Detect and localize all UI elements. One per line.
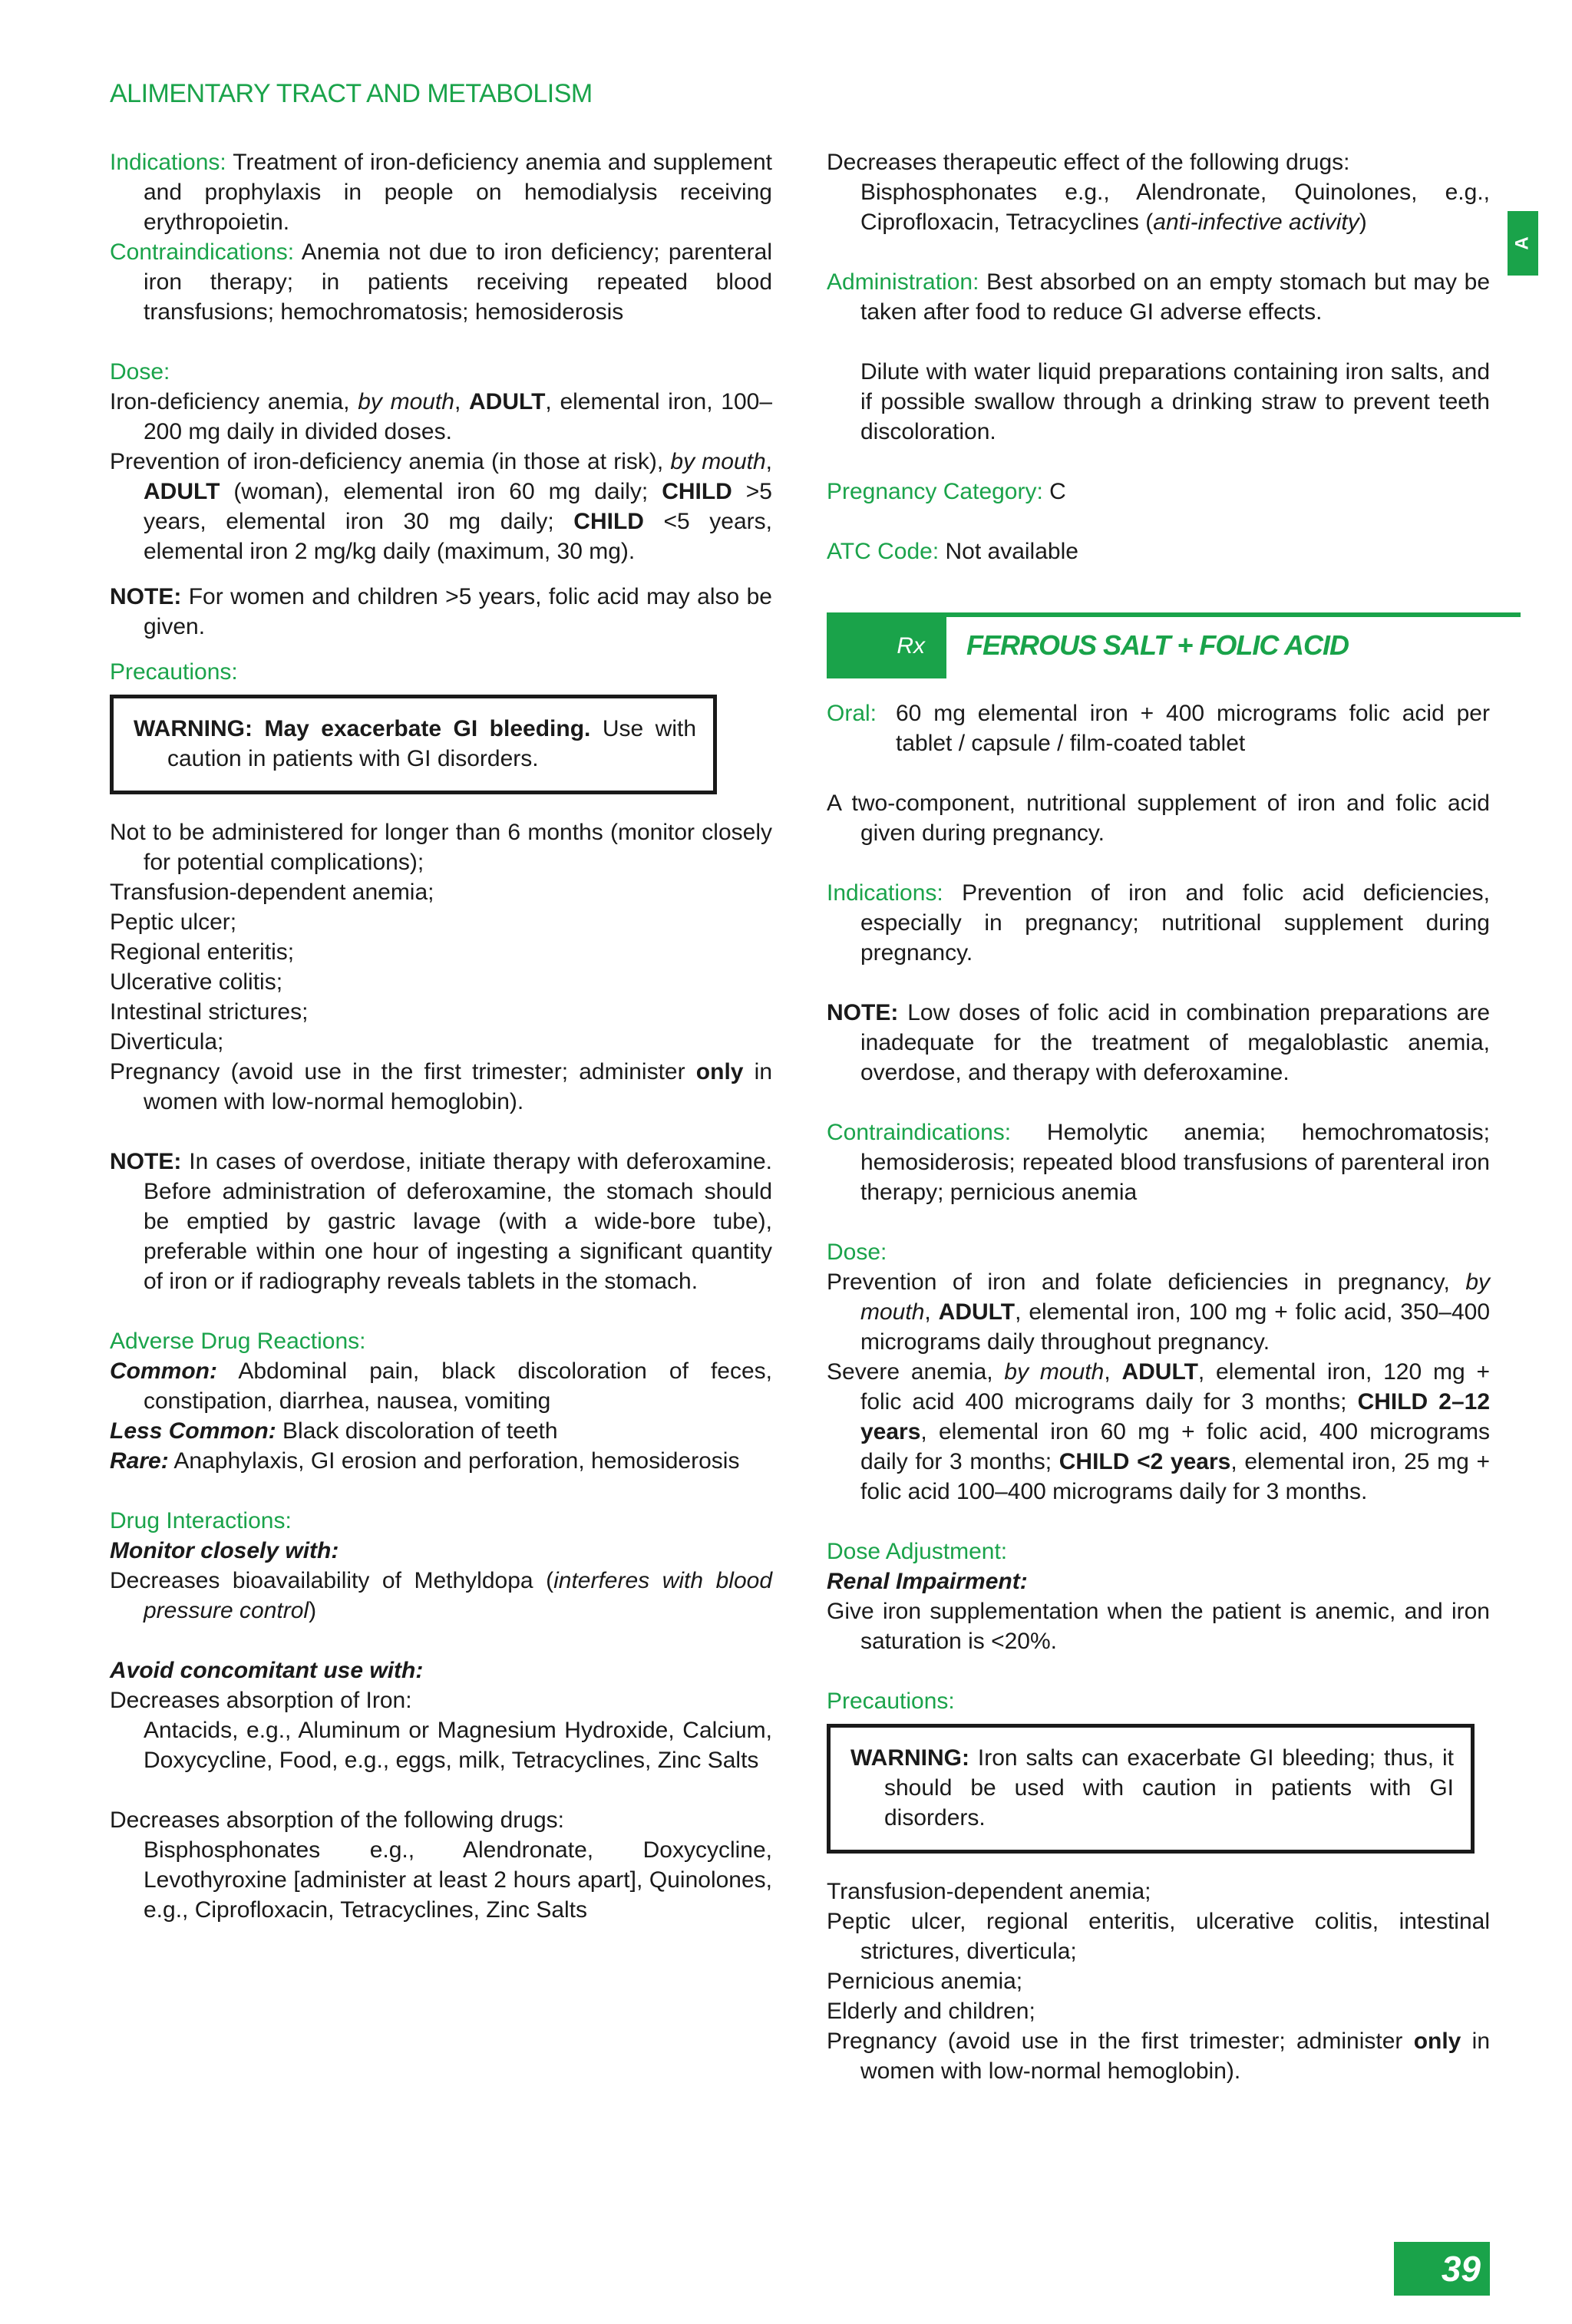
dose-text: Prevention of iron-deficiency anemia (in those at risk), bbox=[110, 449, 671, 474]
administration-paragraph bbox=[827, 267, 1490, 327]
warning-body: Use with caution in patients with GI disorders. bbox=[167, 716, 696, 771]
dose-text: , elemental iron 60 mg + folic acid, 400 micrograms daily for 3 months; bbox=[860, 1419, 1490, 1474]
dose-text: >5 years, elemental iron 30 mg daily; bbox=[144, 479, 772, 534]
precaution-item: Diverticula; bbox=[110, 1029, 224, 1055]
administration-text: Best absorbed on an empty stomach but may be taken after food to reduce GI adverse effects. bbox=[860, 269, 1490, 325]
precaution-item: Not to be administered for longer than 6 months (monitor closely for potential complications); bbox=[110, 820, 772, 875]
interaction-text: Decreases bioavailability of Methyldopa ( bbox=[110, 1568, 554, 1593]
precaution-item: Ulcerative colitis; bbox=[110, 969, 283, 995]
atc-code bbox=[827, 536, 1490, 566]
dose-text: , bbox=[924, 1299, 939, 1325]
precaution-item: Peptic ulcer; bbox=[110, 909, 237, 935]
interaction-text: ) bbox=[309, 1598, 317, 1623]
pregnancy-text: in women with low-normal hemoglobin). bbox=[860, 2029, 1491, 2084]
renal-impairment-heading: Renal Impairment: bbox=[827, 1569, 1028, 1594]
dose-text: , elemental iron, 100–200 mg daily in divided doses. bbox=[144, 389, 773, 444]
route-text: by mouth bbox=[860, 1269, 1490, 1325]
contraindications-label: Contraindications: bbox=[110, 239, 295, 265]
precaution-item: Transfusion-dependent anemia; bbox=[110, 880, 434, 905]
warning-text bbox=[850, 1743, 1454, 1833]
precaution-item: Intestinal strictures; bbox=[110, 999, 309, 1025]
warning-label: WARNING: May exacerbate GI bleeding. bbox=[134, 716, 591, 741]
warning-label: WARNING: bbox=[850, 1745, 969, 1771]
drug-title-band bbox=[827, 612, 1490, 678]
precaution-pregnancy bbox=[110, 1057, 772, 1117]
adr-rare-label: Rare: bbox=[110, 1448, 169, 1474]
dose-adjustment-heading: Dose Adjustment: bbox=[827, 1539, 1008, 1564]
emphasis-only: only bbox=[695, 1059, 744, 1084]
drug-interactions-heading: Drug Interactions: bbox=[110, 1508, 292, 1533]
age-group-label: CHILD bbox=[662, 479, 732, 504]
precaution-item: Pernicious anemia; bbox=[827, 1969, 1023, 1994]
administration-label: Administration: bbox=[827, 269, 979, 295]
note-folic-acid-dose bbox=[827, 998, 1490, 1088]
warning-box bbox=[827, 1724, 1475, 1854]
methyldopa-interaction bbox=[110, 1566, 772, 1626]
precautions-heading: Precautions: bbox=[110, 659, 238, 685]
dose-severe-anemia bbox=[827, 1357, 1490, 1507]
dose-prevention bbox=[827, 1267, 1490, 1357]
drug-list-text: Bisphosphonates e.g., Alendronate, Quinolones, e.g., Ciprofloxacin, Tetracyclines ( bbox=[860, 180, 1490, 235]
warning-text bbox=[134, 714, 696, 774]
precaution-item: Transfusion-dependent anemia; bbox=[827, 1879, 1151, 1904]
precaution-item: Peptic ulcer, regional enteritis, ulcerative colitis, intestinal strictures, diverticula; bbox=[827, 1909, 1490, 1964]
renal-impairment-text: Give iron supplementation when the patient is anemic, and iron saturation is <20%. bbox=[827, 1599, 1490, 1654]
adr-rare bbox=[110, 1446, 772, 1476]
adr-less-label: Less Common: bbox=[110, 1418, 276, 1444]
contraindications-text: Hemolytic anemia; hemochromatosis; hemosiderosis; repeated blood transfusions of parenteral iron therapy; pernicious anemia bbox=[860, 1120, 1490, 1205]
age-group-label: ADULT bbox=[1121, 1359, 1198, 1385]
indications-paragraph bbox=[827, 878, 1490, 968]
administration-dilute: Dilute with water liquid preparations containing iron salts, and if possible swallow through a drinking straw to prevent teeth discoloration. bbox=[860, 359, 1490, 444]
dose-text: , elemental iron, 120 mg + folic acid 400 micrograms daily for 3 months; bbox=[860, 1359, 1490, 1415]
note-text: For women and children >5 years, folic acid may also be given. bbox=[144, 584, 772, 639]
indications-label: Indications: bbox=[827, 880, 943, 906]
pregnancy-category-label: Pregnancy Category: bbox=[827, 479, 1043, 504]
adr-common-text: Abdominal pain, black discoloration of feces, constipation, diarrhea, nausea, vomiting bbox=[144, 1358, 772, 1414]
dose-text: , elemental iron, 100 mg + folic acid, 350–400 micrograms daily throughout pregnancy. bbox=[860, 1299, 1490, 1355]
section-index-letter: A bbox=[1512, 236, 1533, 250]
interaction-effect: interferes with blood pressure control bbox=[144, 1568, 772, 1623]
dose-text: (woman), elemental iron 60 mg daily; bbox=[220, 479, 662, 504]
dose-iron-deficiency bbox=[110, 387, 772, 447]
indications-text: Treatment of iron-deficiency anemia and supplement and prophylaxis in people on hemodialysis receiving erythropoietin. bbox=[144, 150, 772, 235]
contraindications-paragraph bbox=[827, 1117, 1490, 1207]
absorption-drugs-list: Bisphosphonates e.g., Alendronate, Doxycycline, Levothyroxine [administer at least 2 hours apart], Quinolones, e.g., Ciprofloxacin, Tetracyclines, Zinc Salts bbox=[144, 1837, 772, 1923]
drug-list-text: ) bbox=[1359, 210, 1367, 235]
contraindications-paragraph bbox=[110, 237, 772, 327]
note-label: NOTE: bbox=[827, 1000, 899, 1025]
decreases-effect-list bbox=[827, 177, 1490, 237]
dose-text: , bbox=[454, 389, 469, 414]
right-column bbox=[827, 147, 1490, 2086]
age-group-label: ADULT bbox=[469, 389, 546, 414]
route-text: by mouth bbox=[670, 449, 766, 474]
precautions-heading: Precautions: bbox=[827, 1689, 955, 1714]
adr-common bbox=[110, 1356, 772, 1416]
section-header-title: ALIMENTARY TRACT AND METABOLISM bbox=[110, 79, 593, 108]
dose-text: , bbox=[765, 449, 772, 474]
adr-less-text: Black discoloration of teeth bbox=[276, 1418, 558, 1444]
pregnancy-category-value: C bbox=[1042, 479, 1066, 504]
indications-text: Prevention of iron and folic acid deficiencies, especially in pregnancy; nutritional supplement during pregnancy. bbox=[860, 880, 1490, 966]
age-group-label: CHILD <2 years bbox=[1058, 1449, 1231, 1474]
adr-common-label: Common: bbox=[110, 1358, 217, 1384]
contraindications-label: Contraindications: bbox=[827, 1120, 1012, 1145]
pregnancy-text: Pregnancy (avoid use in the first trimester; administer bbox=[110, 1059, 696, 1084]
precaution-item: Regional enteritis; bbox=[110, 939, 295, 965]
dose-text: Prevention of iron and folate deficiencies in pregnancy, bbox=[827, 1269, 1466, 1295]
rx-badge: Rx bbox=[827, 612, 946, 678]
decreases-effect-heading: Decreases therapeutic effect of the following drugs: bbox=[827, 150, 1350, 175]
absorption-drugs-heading: Decreases absorption of the following drugs: bbox=[110, 1807, 565, 1833]
avoid-heading: Avoid concomitant use with: bbox=[110, 1658, 424, 1683]
drug-title: FERROUS SALT + FOLIC ACID bbox=[966, 629, 1349, 661]
warning-box bbox=[110, 695, 717, 794]
indications-paragraph bbox=[110, 147, 772, 237]
note-overdose bbox=[110, 1147, 772, 1296]
dose-heading: Dose: bbox=[827, 1240, 887, 1265]
adr-rare-text: Anaphylaxis, GI erosion and perforation, hemosiderosis bbox=[168, 1448, 740, 1474]
dose-text: , bbox=[1104, 1359, 1122, 1385]
section-index-tab bbox=[1508, 211, 1538, 276]
dose-text: Iron-deficiency anemia, bbox=[110, 389, 358, 414]
dose-text: <5 years, elemental iron 2 mg/kg daily (maximum, 30 mg). bbox=[144, 509, 772, 564]
precaution-item: Elderly and children; bbox=[827, 1999, 1035, 2024]
oral-label: Oral: bbox=[827, 701, 877, 726]
adr-less-common bbox=[110, 1416, 772, 1446]
emphasis-only: only bbox=[1413, 2029, 1461, 2054]
atc-code-label: ATC Code: bbox=[827, 539, 940, 564]
precaution-pregnancy bbox=[827, 2026, 1490, 2086]
dose-prevention bbox=[110, 447, 772, 566]
oral-text: 60 mg elemental iron + 400 micrograms folic acid per tablet / capsule / film-coated tablet bbox=[896, 701, 1490, 756]
note-text: Low doses of folic acid in combination preparations are inadequate for the treatment of megaloblastic anemia, overdose, and therapy with deferoxamine. bbox=[860, 1000, 1490, 1085]
dose-text: , elemental iron, 25 mg + folic acid 100–400 micrograms daily for 3 months. bbox=[860, 1449, 1490, 1504]
pregnancy-category bbox=[827, 477, 1490, 507]
age-group-label: ADULT bbox=[144, 479, 220, 504]
contraindications-text: Anemia not due to iron deficiency; parenteral iron therapy; in patients receiving repeated blood transfusions; hemochromatosis; hemosiderosis bbox=[144, 239, 772, 325]
age-group-label: ADULT bbox=[938, 1299, 1016, 1325]
dose-heading: Dose: bbox=[110, 359, 170, 385]
atc-code-value: Not available bbox=[939, 539, 1078, 564]
note-label: NOTE: bbox=[110, 584, 182, 609]
monitor-heading: Monitor closely with: bbox=[110, 1538, 339, 1563]
page-number: 39 bbox=[1394, 2242, 1490, 2296]
dose-text: Severe anemia, bbox=[827, 1359, 1005, 1385]
left-column bbox=[110, 147, 772, 1925]
route-text: by mouth bbox=[358, 389, 454, 414]
pregnancy-text: in women with low-normal hemoglobin). bbox=[144, 1059, 773, 1114]
drug-description: A two-component, nutritional supplement of iron and folic acid given during pregnancy. bbox=[827, 791, 1490, 846]
age-group-label: CHILD 2–12 years bbox=[860, 1389, 1490, 1444]
interaction-effect: anti-infective activity bbox=[1153, 210, 1359, 235]
age-group-label: CHILD bbox=[573, 509, 644, 534]
indications-label: Indications: bbox=[110, 150, 226, 175]
note-label: NOTE: bbox=[110, 1149, 182, 1174]
warning-body: Iron salts can exacerbate GI bleeding; thus, it should be used with caution in patients with GI disorders. bbox=[884, 1745, 1454, 1830]
oral-formulation bbox=[827, 698, 1490, 758]
adr-heading: Adverse Drug Reactions: bbox=[110, 1329, 366, 1354]
absorption-iron-list: Antacids, e.g., Aluminum or Magnesium Hydroxide, Calcium, Doxycycline, Food, e.g., eggs, milk, Tetracyclines, Zinc Salts bbox=[144, 1718, 772, 1773]
pregnancy-text: Pregnancy (avoid use in the first trimester; administer bbox=[827, 2029, 1414, 2054]
route-text: by mouth bbox=[1004, 1359, 1105, 1385]
note-folic-acid bbox=[110, 582, 772, 642]
absorption-iron-heading: Decreases absorption of Iron: bbox=[110, 1688, 412, 1713]
note-text: In cases of overdose, initiate therapy with deferoxamine. Before administration of deferoxamine, the stomach should be emptied by gastric lavage (with a wide-bore tube), preferable within one hour of ingesting a significant quantity of iron or if radiography reveals tablets in the stomach. bbox=[144, 1149, 772, 1294]
